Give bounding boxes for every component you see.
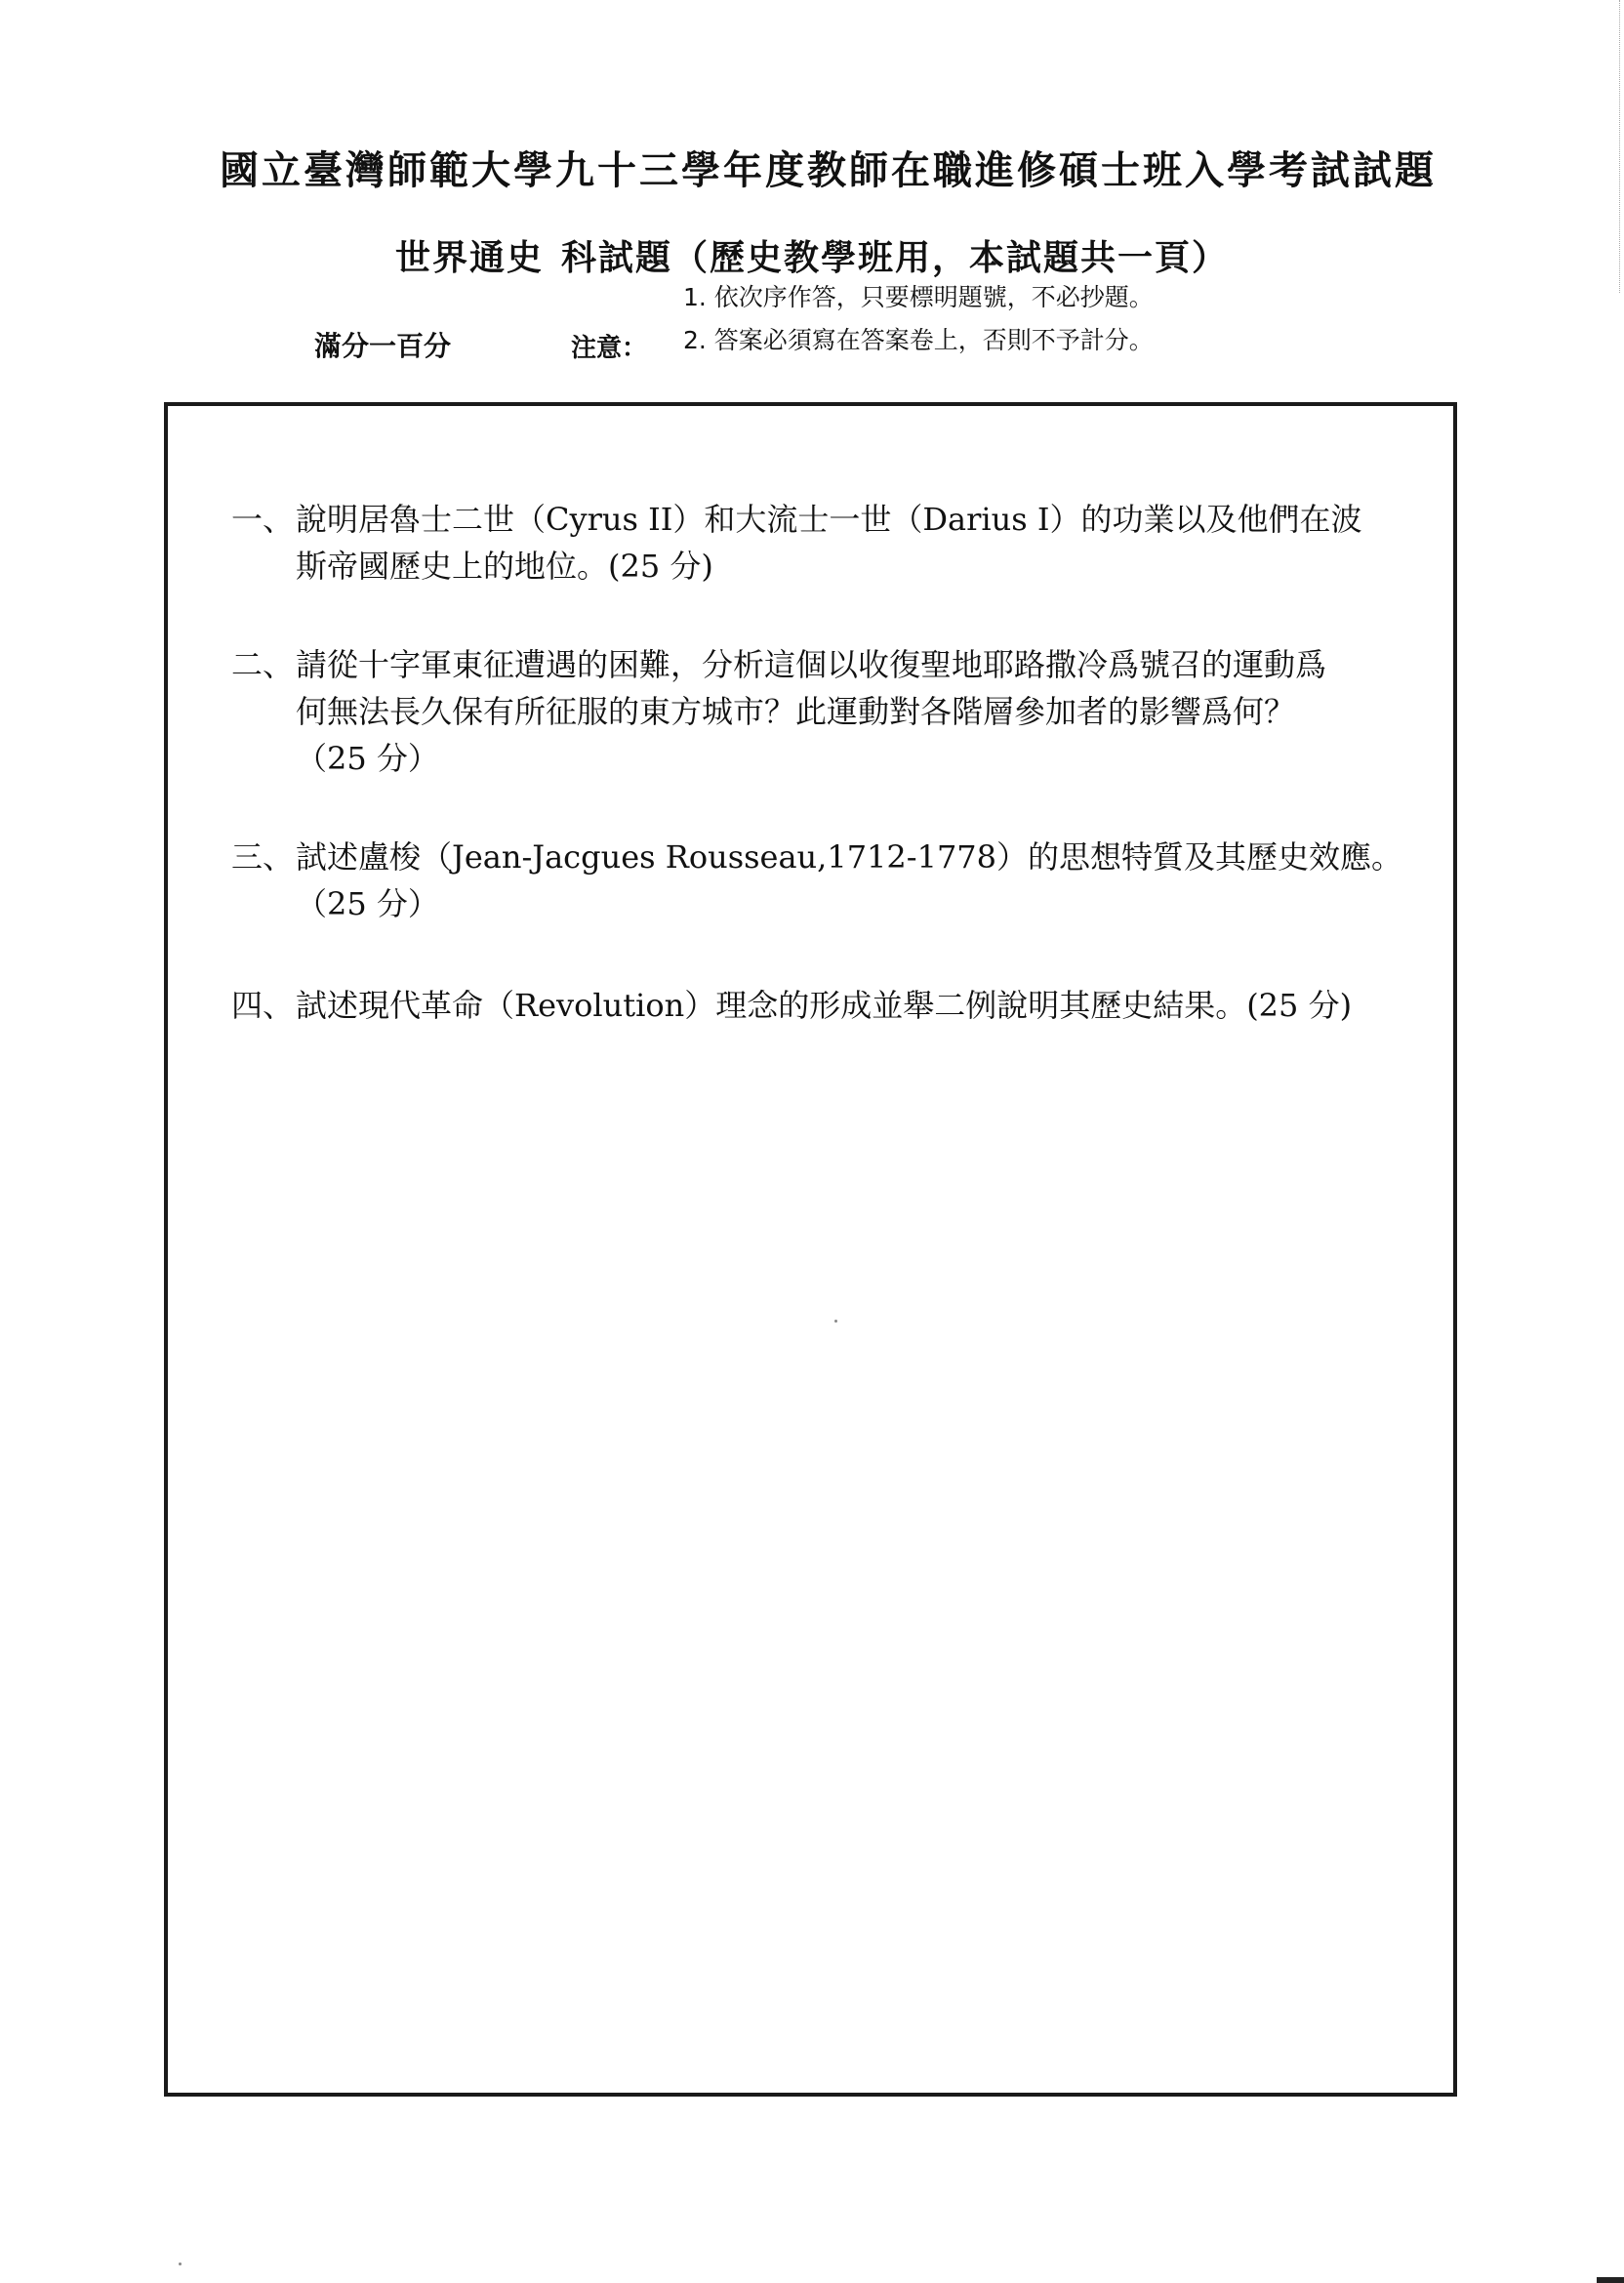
question-number: 二、 (231, 646, 295, 683)
subject-name: 世界通史 (395, 238, 545, 278)
notice-item: 2. 答案必須寫在答案卷上，否則不予計分。 (683, 326, 1154, 354)
scan-speck (834, 1320, 837, 1323)
notice-list (683, 276, 1154, 362)
question-number: 一、 (231, 501, 295, 538)
question-3 (231, 834, 1403, 927)
notice-item: 1. 依次序作答，只要標明題號，不必抄題。 (683, 283, 1154, 311)
question-text: 試述盧梭（Jean-Jacgues Rousseau,1712-1778）的思想特質及其歷史效應。 (296, 838, 1403, 876)
exam-subtitle (395, 230, 1229, 280)
question-4 (231, 982, 1383, 1029)
question-text: 何無法長久保有所征服的東方城市？此運動對各階層參加者的影響爲何？ (296, 693, 1296, 730)
question-text: （25 分） (296, 885, 439, 922)
question-2 (231, 641, 1383, 782)
question-text: 說明居魯士二世（Cyrus II）和大流士一世（Darius I）的功業以及他們在波 (296, 501, 1362, 538)
question-1 (231, 496, 1383, 590)
question-text: 試述現代革命（Revolution）理念的形成並舉二例說明其歷史結果。(25 分) (296, 987, 1353, 1024)
question-text: 請從十字軍東征遭遇的困難，分析這個以收復聖地耶路撒冷爲號召的運動爲 (296, 646, 1327, 683)
exam-title: 國立臺灣師範大學九十三學年度教師在職進修碩士班入學考試試題 (220, 148, 1437, 193)
subtitle-rest: 科試題（歷史教學班用，本試題共一頁） (561, 238, 1230, 278)
scan-corner-mark (1597, 2277, 1624, 2283)
question-text: （25 分） (296, 740, 439, 777)
question-number: 四、 (231, 987, 295, 1024)
scan-speck (179, 2263, 182, 2265)
full-score: 滿分一百分 (314, 330, 452, 362)
question-number: 三、 (231, 838, 295, 876)
question-text: 斯帝國歷史上的地位。(25 分) (296, 548, 713, 585)
notice-label: 注意： (571, 334, 648, 363)
scan-edge (1619, 0, 1621, 293)
